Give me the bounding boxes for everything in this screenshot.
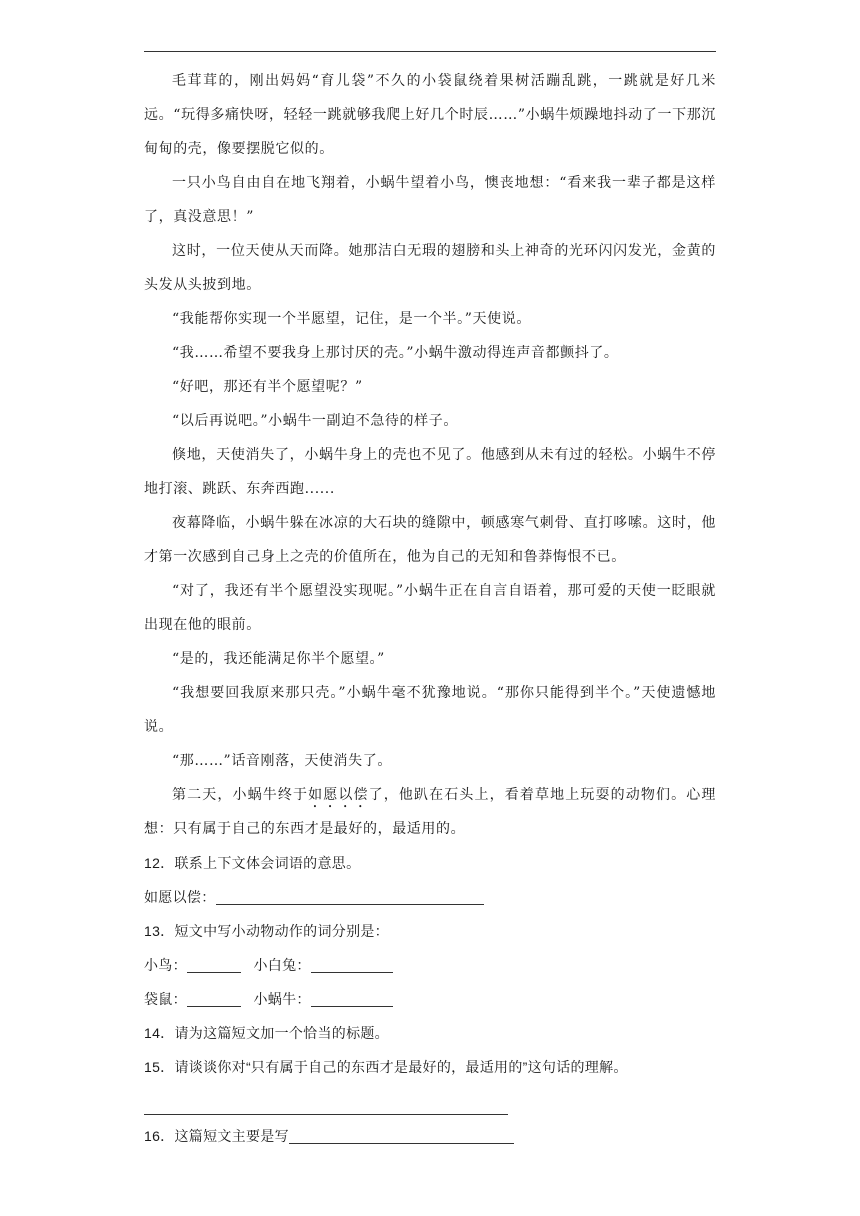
passage-paragraph: “我……希望不要我身上那讨厌的壳。”小蜗牛激动得连声音都颤抖了。 [172,345,619,361]
passage-paragraph: “是的，我还能满足你半个愿望。” [172,651,385,667]
passage-paragraph: “好吧，那还有半个愿望呢？” [172,379,363,395]
q16-text: 16．这篇短文主要是写 [144,1128,289,1144]
passage-paragraph: 一只小鸟自由自在地飞翔着，小蜗牛望着小鸟，懊丧地想：“看来我一辈子都是这样了，真没意思！” [144,175,716,225]
question-list [144,846,716,1153]
q13-blank-bird[interactable] [187,956,241,973]
reading-passage [144,64,716,846]
question-13-row-2 [144,982,716,1016]
question-16 [144,1119,716,1153]
q13-label-snail: 小蜗牛： [253,991,311,1007]
passage-paragraph: 这时，一位天使从天而降。她那洁白无瑕的翅膀和头上神奇的光环闪闪发光，金黄的头发从头披到地。 [144,243,716,293]
passage-paragraph: “我能帮你实现一个半愿望，记住，是一个半。”天使说。 [172,311,531,327]
passage-paragraph: “我想要回我原来那只壳。”小蜗牛毫不犹豫地说。“那你只能得到半个。”天使遗憾地说。 [144,685,716,735]
question-13-row-1 [144,948,716,982]
passage-paragraph: 夜幕降临，小蜗牛躲在冰凉的大石块的缝隙中，顿感寒气刺骨、直打哆嗦。这时，他才第一次感到自己身上之壳的价值所在，他为自己的无知和鲁莽悔恨不已。 [144,515,716,565]
q13-blank-kangaroo[interactable] [187,990,241,1007]
question-12-answer-row [144,880,716,914]
last-paragraph-start: 第二天，小蜗牛终于 [172,787,309,803]
question-15: 15．请谈谈你对“只有属于自己的东西才是最好的，最适用的”这句话的理解。 [144,1059,628,1075]
q13-label-bird: 小鸟： [144,957,187,973]
passage-last-paragraph [144,778,716,846]
q13-blank-snail[interactable] [311,990,393,1007]
last-paragraph-end: 了，他趴在石头上，看着草地上玩耍的动物们。心理想：只有属于自己的东西才是最好的，最适用的。 [144,787,716,837]
q13-label-rabbit: 小白兔： [253,957,311,973]
q13-blank-rabbit[interactable] [311,956,393,973]
worksheet-content [144,64,716,1153]
passage-paragraph: “以后再说吧。”小蜗牛一副迫不急待的样子。 [172,413,458,429]
question-12: 12．联系上下文体会词语的意思。 [144,855,361,871]
emphasized-phrase: 如愿以偿 [308,787,369,803]
q15-answer-line[interactable] [144,1114,508,1115]
passage-paragraph: “对了，我还有半个愿望没实现呢。”小蜗牛正在自言自语着，那可爱的天使一眨眼就出现在他的眼前。 [144,583,716,633]
passage-paragraph: “那……”话音刚落，天使消失了。 [172,753,392,769]
q12-answer-blank[interactable] [216,888,484,905]
q13-label-kangaroo: 袋鼠： [144,991,187,1007]
passage-paragraph: 倏地，天使消失了，小蜗牛身上的壳也不见了。他感到从未有过的轻松。小蜗牛不停地打滚、跳跃、东奔西跑...... [144,447,716,497]
question-14: 14．请为这篇短文加一个恰当的标题。 [144,1025,389,1041]
passage-paragraph: 毛茸茸的，刚出妈妈“育儿袋”不久的小袋鼠绕着果树活蹦乱跳，一跳就是好几米远。“玩得多痛快呀，轻轻一跳就够我爬上好几个时辰……”小蜗牛烦躁地抖动了一下那沉甸甸的壳，像要摆脱它似的。 [144,73,716,157]
q16-answer-blank[interactable] [289,1127,514,1144]
header-rule [144,51,716,52]
q12-prompt: 如愿以偿： [144,889,216,905]
question-13: 13．短文中写小动物动作的词分别是： [144,923,389,939]
